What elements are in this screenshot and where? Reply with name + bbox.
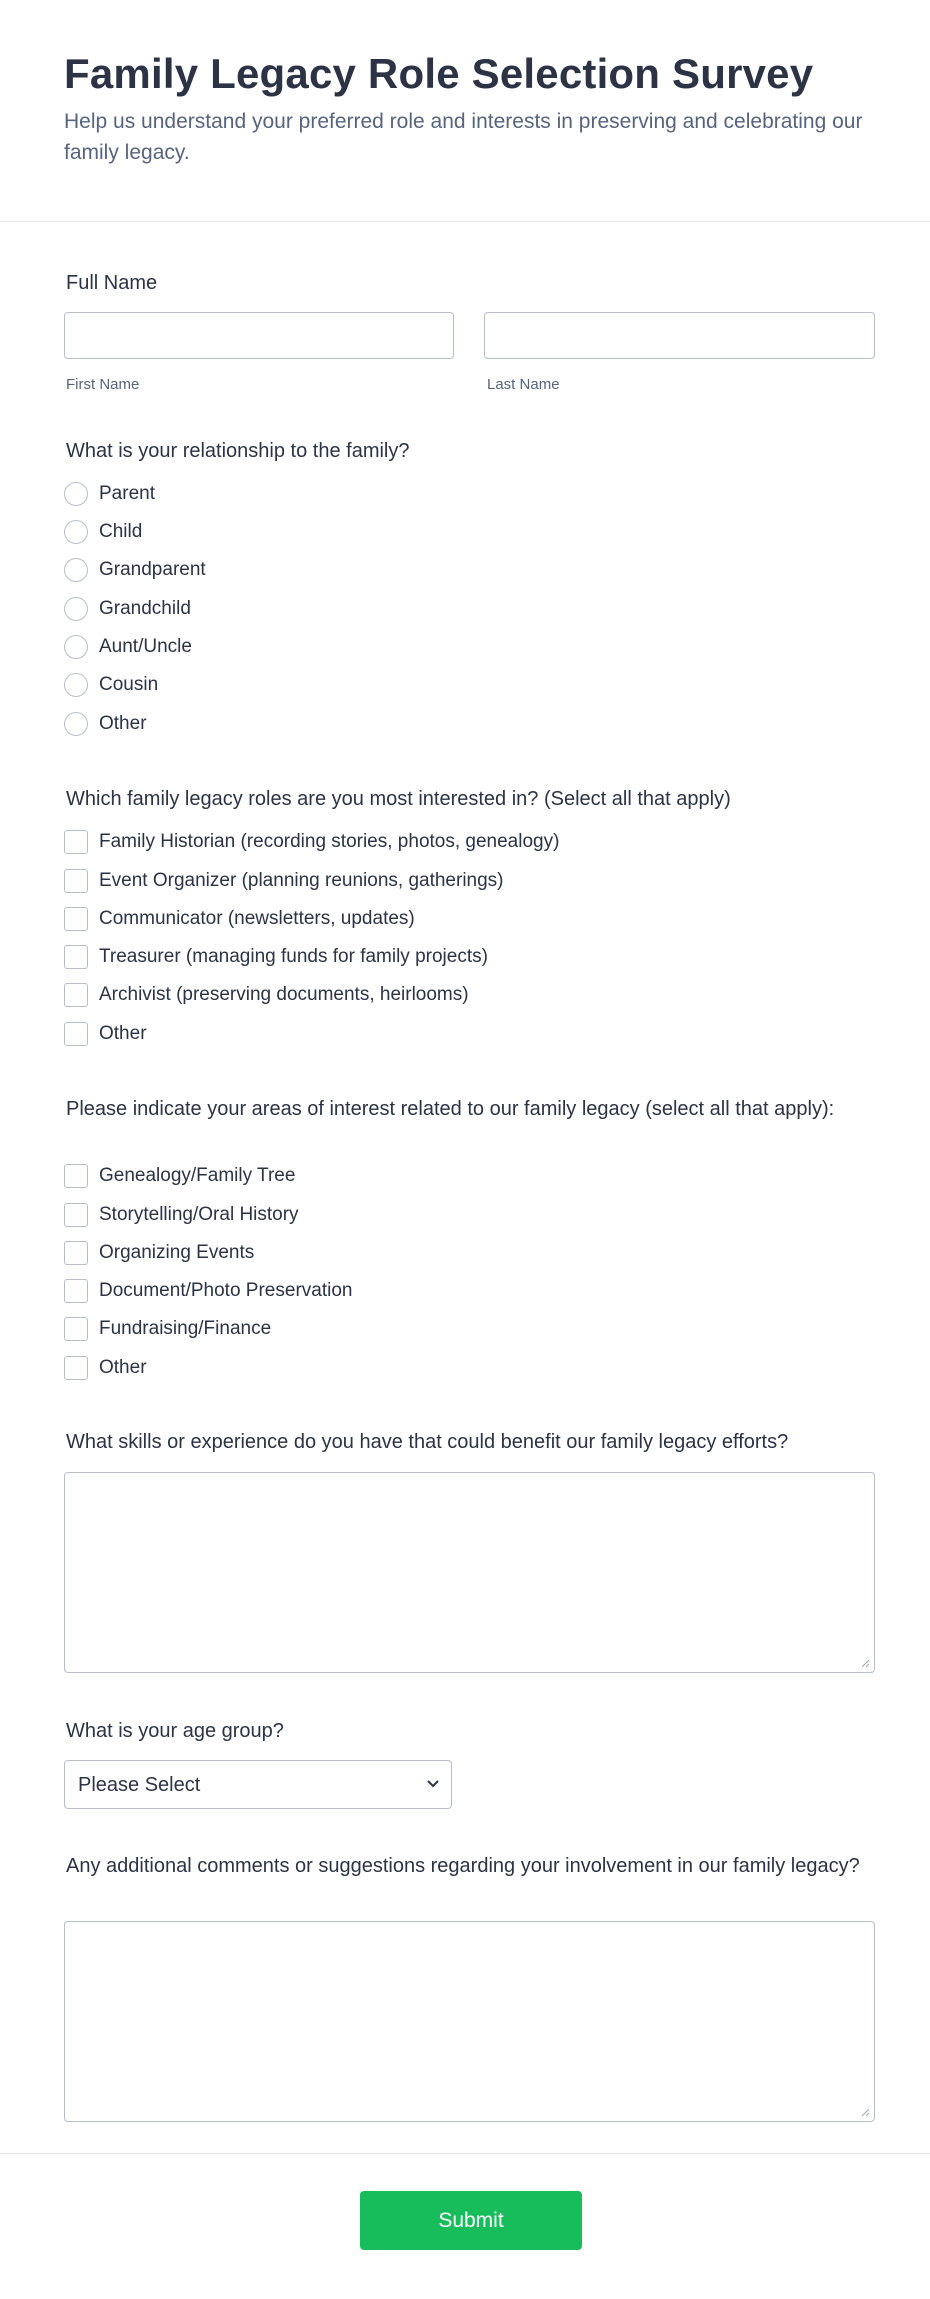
interests-label: Please indicate your areas of interest related to our family legacy (select all that apply): xyxy=(66,1098,835,1120)
radio-option-label: Child xyxy=(99,521,143,542)
radio-option-label: Other xyxy=(99,713,147,734)
radio-option-parent[interactable] xyxy=(64,481,155,507)
radio-option-cousin[interactable] xyxy=(64,672,158,698)
first-name-input[interactable] xyxy=(64,312,454,359)
checkbox-label: Storytelling/Oral History xyxy=(99,1204,299,1225)
radio-button[interactable] xyxy=(64,520,88,544)
checkbox-label: Event Organizer (planning reunions, gatherings) xyxy=(99,870,504,891)
chevron-down-icon xyxy=(426,1779,440,1789)
checkbox[interactable] xyxy=(64,1241,88,1265)
checkbox[interactable] xyxy=(64,1279,88,1303)
full-name-label: Full Name xyxy=(66,272,158,294)
checkbox-interest-fundraising[interactable] xyxy=(64,1316,271,1342)
checkbox-label: Genealogy/Family Tree xyxy=(99,1165,296,1186)
radio-option-label: Aunt/Uncle xyxy=(99,636,192,657)
checkbox-interest-storytelling[interactable] xyxy=(64,1202,299,1228)
checkbox-role-archivist[interactable] xyxy=(64,982,469,1008)
checkbox[interactable] xyxy=(64,1317,88,1341)
checkbox-label: Other xyxy=(99,1023,147,1044)
radio-button[interactable] xyxy=(64,712,88,736)
checkbox[interactable] xyxy=(64,907,88,931)
radio-button[interactable] xyxy=(64,635,88,659)
first-name-sublabel: First Name xyxy=(66,376,140,393)
radio-option-label: Parent xyxy=(99,483,155,504)
checkbox-label: Communicator (newsletters, updates) xyxy=(99,908,415,929)
checkbox[interactable] xyxy=(64,983,88,1007)
checkbox[interactable] xyxy=(64,1203,88,1227)
checkbox-role-communicator[interactable] xyxy=(64,906,415,932)
checkbox-interest-genealogy[interactable] xyxy=(64,1163,295,1189)
roles-label: Which family legacy roles are you most interested in? (Select all that apply) xyxy=(66,788,731,810)
form-title: Family Legacy Role Selection Survey xyxy=(64,50,814,97)
resize-grip-icon[interactable] xyxy=(861,2108,870,2117)
radio-button[interactable] xyxy=(64,482,88,506)
checkbox-label: Organizing Events xyxy=(99,1242,255,1263)
radio-option-label: Cousin xyxy=(99,674,159,695)
checkbox-role-historian[interactable] xyxy=(64,829,559,855)
checkbox[interactable] xyxy=(64,1356,88,1380)
radio-option-grandchild[interactable] xyxy=(64,596,191,622)
comments-label: Any additional comments or suggestions regarding your involvement in our family legacy? xyxy=(66,1855,860,1877)
radio-option-label: Grandchild xyxy=(99,598,191,619)
radio-option-label: Grandparent xyxy=(99,559,206,580)
checkbox[interactable] xyxy=(64,1022,88,1046)
checkbox[interactable] xyxy=(64,830,88,854)
form-header xyxy=(0,0,930,222)
checkbox-interest-other[interactable] xyxy=(64,1355,147,1381)
checkbox-role-other[interactable] xyxy=(64,1021,147,1047)
radio-option-grandparent[interactable] xyxy=(64,557,206,583)
last-name-input[interactable] xyxy=(484,312,875,359)
radio-option-child[interactable] xyxy=(64,519,142,545)
checkbox[interactable] xyxy=(64,945,88,969)
submit-button[interactable]: Submit xyxy=(360,2191,582,2250)
relationship-label: What is your relationship to the family? xyxy=(66,440,410,462)
checkbox-label: Other xyxy=(99,1357,147,1378)
age-group-label: What is your age group? xyxy=(66,1720,284,1742)
resize-grip-icon[interactable] xyxy=(861,1659,870,1668)
radio-option-other[interactable] xyxy=(64,711,147,737)
checkbox-interest-preservation[interactable] xyxy=(64,1278,352,1304)
skills-label: What skills or experience do you have that could benefit our family legacy efforts? xyxy=(66,1431,789,1453)
checkbox-label: Document/Photo Preservation xyxy=(99,1280,353,1301)
footer-divider xyxy=(0,2153,930,2154)
last-name-sublabel: Last Name xyxy=(487,376,560,393)
comments-textarea[interactable] xyxy=(64,1921,875,2122)
radio-option-aunt-uncle[interactable] xyxy=(64,634,192,660)
age-group-selected: Please Select xyxy=(78,1774,201,1796)
skills-textarea[interactable] xyxy=(64,1472,875,1673)
age-group-select[interactable] xyxy=(64,1760,452,1809)
radio-button[interactable] xyxy=(64,558,88,582)
checkbox-label: Fundraising/Finance xyxy=(99,1318,272,1339)
checkbox[interactable] xyxy=(64,1164,88,1188)
radio-button[interactable] xyxy=(64,673,88,697)
radio-button[interactable] xyxy=(64,597,88,621)
checkbox-interest-events[interactable] xyxy=(64,1240,254,1266)
checkbox-label: Archivist (preserving documents, heirlooms) xyxy=(99,984,469,1005)
checkbox-label: Treasurer (managing funds for family projects) xyxy=(99,946,488,967)
checkbox-role-treasurer[interactable] xyxy=(64,944,488,970)
checkbox-label: Family Historian (recording stories, photos, genealogy) xyxy=(99,831,560,852)
form-subtitle: Help us understand your preferred role and interests in preserving and celebrating our family legacy. xyxy=(64,110,863,164)
checkbox-role-event-organizer[interactable] xyxy=(64,868,504,894)
checkbox[interactable] xyxy=(64,869,88,893)
